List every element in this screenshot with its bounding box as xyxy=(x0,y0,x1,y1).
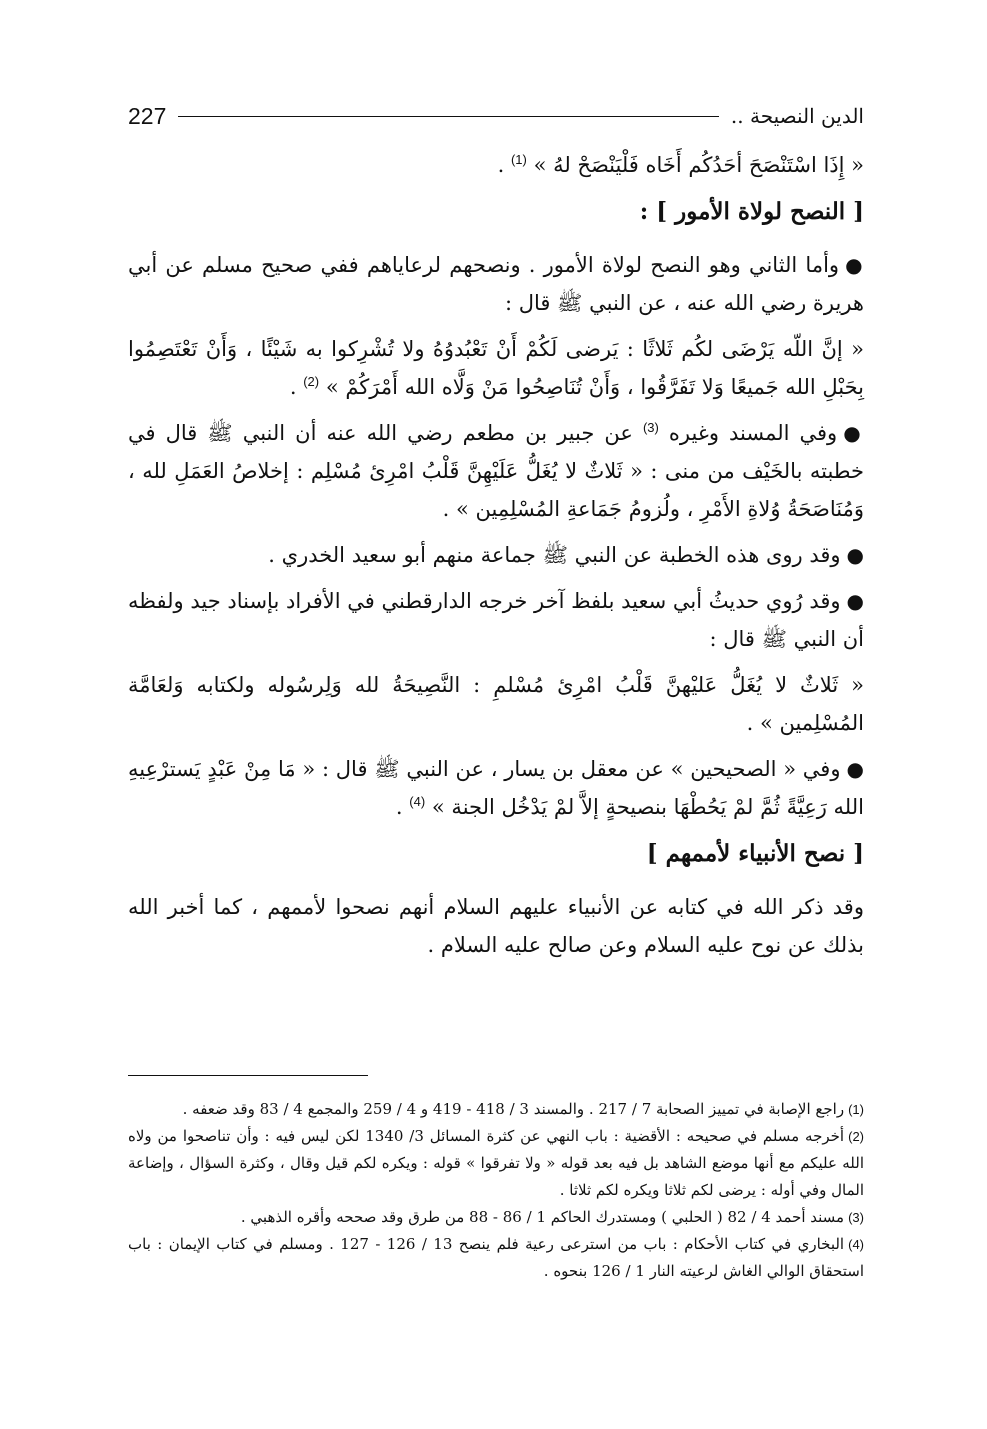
footnote-ref-4[interactable]: (4) xyxy=(409,794,426,809)
section-heading-prophets: [ نصح الأنبياء لأممهم ] xyxy=(646,840,864,867)
footnote-ref-3[interactable]: (3) xyxy=(642,420,659,435)
section-heading-rulers: [ النصح لولاة الأمور ] : xyxy=(639,198,864,225)
page-header xyxy=(128,96,864,136)
bullet-icon: ● xyxy=(846,589,865,613)
paragraph-prophets: وقد ذكر الله في كتابه عن الأنبياء عليهم السلام أنهم نصحوا لأممهم ، كما أخبر الله بذلك عن نوح عليه السلام وعن صالح عليه السلام . xyxy=(128,895,864,957)
hadith-quote-2: « إنَّ اللّه يَرْضَى لكُم ثَلاثًا : يَرضى لَكُمْ أَنْ تَعْبُدوُهُ ولا تُشْرِكوا به شَيْئًا ، وَأَنْ تَعْتَصِمُوا بِحَبْلِ الله جَميعًا وَلا تَفَرَّقُوا ، وَأَنْ تُنَاصِحُوا مَنْ وَلَّاه الله أَمْرَكُمْ » $^{(2)}$ . xyxy=(128,337,864,399)
running-title: الدين النصيحة .. xyxy=(730,104,864,128)
bullet-icon: ● xyxy=(846,757,865,781)
header-rule xyxy=(178,116,719,117)
paragraph-abu-said: ●وقد رُوي حديثُ أبي سعيد بلفظ آخر خرجه الدارقطني في الأفراد بإسناد جيد ولفظه أن النبي ﷺ قال : xyxy=(128,589,865,651)
body-text xyxy=(128,146,864,964)
hadith-quote-3: « ثَلاثٌ لا يُغَلُّ عَليْهنَّ قَلْبُ امْرِئ مُسْلمِ : النَّصِيحَةُ لله وَلِرسُوله ولكتابه وَلعَامَّة المُسْلِمين » . xyxy=(128,673,864,735)
paragraph-khutba: ●وقد روى هذه الخطبة عن النبي ﷺ جماعة منهم أبو سعيد الخدري . xyxy=(268,543,864,567)
hadith-quote-1: « إِذَا اسْتَنْصَحَ أحَدُكُم أَخَاه فَلْيَنْصَحْ لهُ » $^{(1)}$ . xyxy=(497,152,864,177)
book-page xyxy=(128,96,864,972)
paragraph-musnad: ●وفي المسند وغيره $^{(3)}$ عن جبير بن مطعم رضي الله عنه أن النبي ﷺ قال في خطبته بالخَيْف من منى : « ثَلاثٌ لا يُغَلُّ عَلَيْهِنَّ قَلْبُ امْرِئ مُسْلِم : إخلاصُ العَمَلِ لله ، وَمُنَاصَحَةُ وُلاةِ الأَمْرِ ، ولُزومُ جَمَاعةِ المُسْلِمِين » . xyxy=(128,420,864,521)
footnotes xyxy=(128,1096,864,1285)
paragraph-sahihain: ●وفي « الصحيحين » عن معقل بن يسار ، عن النبي ﷺ قال : « مَا مِنْ عَبْدٍ يَسترْعِيهِ الله رَعِيَّةً ثُمَّ لمْ يَحُطْهَا بنصيحةٍ إلاَّ لمْ يَدْخُل الجنة » $^{(4)}$ . xyxy=(128,757,865,819)
footnote-rule xyxy=(128,1075,368,1076)
footnote-4: (4)البخاري في كتاب الأحكام : باب من استرعى رعية فلم ينصح 13 / 126 - 127 . ومسلم في كتاب الإيمان : باب استحقاق الوالي الغاش لرعيته النار 1 / 126 بنحوه . xyxy=(128,1235,865,1280)
footnote-2: (2)أخرجه مسلم في صحيحه : الأقضية : باب النهي عن كثرة المسائل 3/ 1340 لكن ليس فيه : وأن تناصحوا من ولاه الله عليكم مع أنها موضع الشاهد بل فيه بعد قوله « ولا تفرقوا » قوله : ويكره لكم قيل وقال ، وكثرة السؤال ، وإضاعة المال وفي أوله : يرضى لكم ثلاثا ويكره لكم ثلاثا . xyxy=(128,1127,865,1199)
footnote-1: (1)راجع الإصابة في تمييز الصحابة 7 / 217 . والمسند 3 / 418 - 419 و 4 / 259 والمجمع 4 / 83 وقد ضعفه . xyxy=(182,1100,864,1118)
bullet-icon: ● xyxy=(846,543,864,567)
footnote-ref-1[interactable]: (1) xyxy=(510,152,527,167)
paragraph-rulers: ●وأما الثاني وهو النصح لولاة الأمور . ونصحهم لرعاياهم ففي صحيح مسلم عن أبي هريرة رضي الله عنه ، عن النبي ﷺ قال : xyxy=(128,253,864,315)
bullet-icon: ● xyxy=(843,421,864,445)
footnote-3: (3)مسند أحمد 4 / 82 ( الحلبي ) ومستدرك الحاكم 1 / 86 - 88 من طرق وقد صححه وأقره الذهبي . xyxy=(240,1208,864,1226)
page-number: 227 xyxy=(128,102,167,129)
footnote-ref-2[interactable]: (2) xyxy=(303,374,320,389)
bullet-icon: ● xyxy=(845,253,864,277)
